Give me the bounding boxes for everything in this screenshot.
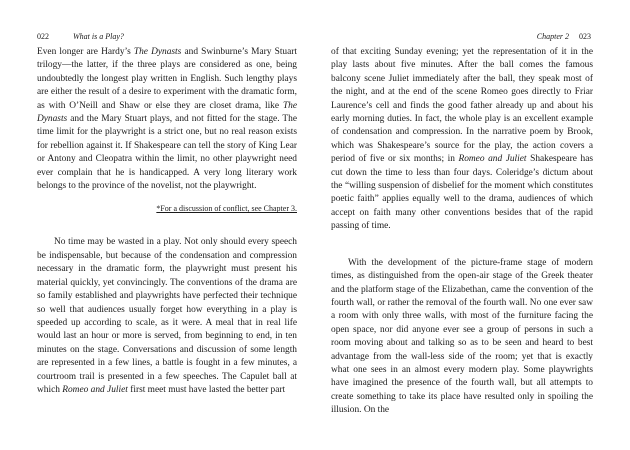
left-running-title: What is a Play? (73, 32, 124, 41)
italic-title: The Dynasts (37, 100, 297, 125)
text-run: With the development of the picture-frame stage of modern times, as distinguished from the open-air stage of the Greek theater and the platform stage of the Elizabethan, came the convention of the fourth wall, or rather the removal of the fourth wall. No one ever saw a room with only three walls, with most of the furniture facing the open space, nor did anyone ever see a group of persons in such a room moving about and talking so as to be seen and heard to best advantage from the wall-less side of the room; yet that is exactly what one sees in an almost every modern play. Some playwrights have imagined the presence of the fourth wall, but all attempts to create something to take its place have resulted only in spoiling the illusion. On the (331, 257, 593, 416)
text-run: first meet must have lasted the better part (127, 384, 286, 395)
left-paragraph-2 (37, 236, 297, 397)
footnote (37, 203, 297, 214)
text-run: Shakespeare has cut down the time to less than four days. Coleridge’s dictum about the “willing suspension of disbelief for the moment which constitutes poetic faith” applies equally well to the drama, audiences of which accept on faith many other conventions besides that of the rapid passing of time. (331, 154, 594, 232)
left-page-number: 022 (37, 32, 49, 41)
right-page-body (331, 46, 593, 418)
text-run: No time may be wasted in a play. Not only should every speech be indispensable, but because of the condensation and compression necessary in the dramatic form, the playwright must present his material quickly, yet convincingly. The conventions of the drama are so family established and playwrights have perfected their technique so well that audiences usually forget how everything in a play is speeded up according to scale, as it were. A meal that in real life would last an hour or more is served, from beginning to end, in ten minutes on the stage. Conversations and discussion of some length are represented in a few lines, a battle is fought in a few minutes, a courtroom trail is presented in a few speeches. The Capulet ball at which (37, 237, 297, 395)
text-run: of that exciting Sunday evening; yet the representation of it in the play lasts about five minutes. After the ball comes the famous balcony scene Juliet immediately after the ball, they speak most of the night, and at the end of the scene Romeo goes directly to Friar Laurence’s cell and finds the good father already up and about his early morning duties. In fact, the whole play is an excellent example of condensation and compression. In the narrative poem by Brook, which was Shakespeare’s source for the play, the action covers a period of five or six months; in (331, 47, 593, 165)
text-run: and Swinburne’s Mary Stuart trilogy—the latter, if the three plays are considered as one, being undoubtedly the longest play written in English. Such lengthy plays are either the result of a desire to experiment with the dramatic form, as with O’Neill and Shaw or else they are closet drama, like (37, 47, 297, 111)
left-page-body (37, 46, 297, 397)
footnote-text: *For a discussion of conflict, see Chapter 3. (156, 204, 297, 214)
italic-title: Romeo and Juliet (458, 154, 527, 165)
right-page (315, 0, 630, 450)
text-run: Even longer are Hardy’s (37, 47, 134, 57)
left-paragraph-1 (37, 46, 297, 193)
right-paragraph-1 (331, 46, 593, 234)
right-paragraph-2 (331, 257, 593, 418)
italic-title: The Dynasts (133, 47, 182, 57)
right-page-number: 023 (579, 32, 591, 41)
right-running-title: Chapter 2 (536, 32, 569, 41)
text-run: and the Mary Stuart plays, and not fitted for the stage. The time limit for the playwright is a strict one, but no real reason exists for rebellion against it. If Shakespeare can tell the story of King Lear or Antony and Cleopatra within the limit, no other playwright need ever complain that he is handicapped. A very long literary work belongs to the province of the novelist, not the playwright. (37, 114, 297, 192)
italic-title: Romeo and Juliet (62, 384, 128, 395)
